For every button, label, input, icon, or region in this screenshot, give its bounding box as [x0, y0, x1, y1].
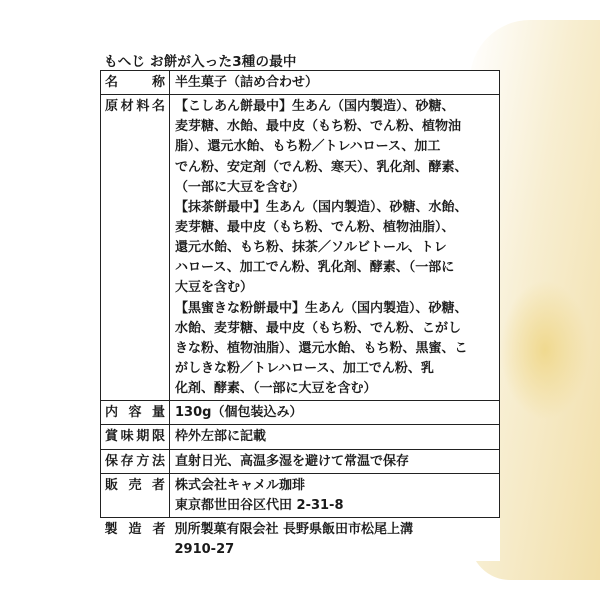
food-label-table: [100, 70, 500, 561]
row-key: 保存方法: [101, 449, 170, 473]
label-row-name: [101, 71, 500, 95]
label-row-storage: [101, 449, 500, 473]
value-line: がしきな粉／トレハロース、加工でん粉、乳: [175, 360, 434, 376]
value-line: （一部に大豆を含む）: [175, 179, 306, 195]
value-line: 別所製菓有限会社 長野県飯田市松尾上溝: [174, 521, 414, 537]
value-line: でん粉、安定剤（でん粉、寒天）、乳化剤、酵素、: [175, 159, 468, 175]
value-line: 東京都世田谷区代田 2-31-8: [175, 497, 344, 513]
label-row-seller: [101, 473, 500, 517]
value-line: きな粉、植物油脂）、還元水飴、もち粉、黒蜜、こ: [175, 340, 468, 356]
row-value: [170, 401, 500, 425]
row-value: [170, 71, 500, 95]
value-line: 水飴、麦芽糖、最中皮（もち粉、でん粉、こがし: [175, 320, 462, 336]
row-key: 製造者: [104, 521, 166, 537]
value-line: 【黒蜜きな粉餅最中】生あん（国内製造）、砂糖、: [175, 300, 468, 316]
value-line: ハロース、加工でん粉、乳化剤、酵素、（一部に: [175, 260, 455, 276]
label-row-manufacturer: [101, 517, 500, 561]
background-wash-spot: [500, 280, 590, 420]
value-line: 【こしあん餅最中】生あん（国内製造）、砂糖、: [175, 99, 455, 115]
value-line: 化剤、酵素、（一部に大豆を含む）: [175, 381, 377, 397]
label-row-ingredients: [101, 95, 500, 401]
row-key: 原材料名: [101, 95, 170, 401]
value-line: 枠外左部に記載: [175, 429, 267, 445]
value-line: 大豆を含む）: [175, 280, 254, 296]
value-line: 半生菓子（詰め合わせ）: [175, 75, 319, 90]
row-value: [170, 425, 500, 449]
label-row-best-before: [101, 425, 500, 449]
value-line: 株式会社キャメル珈琲: [175, 477, 306, 493]
row-value: [170, 95, 500, 401]
row-key: 内容量: [101, 401, 170, 425]
value-line: 麦芽糖、水飴、最中皮（もち粉、でん粉、植物油: [175, 119, 462, 135]
product-title: もへじ お餅が入った3種の最中: [104, 54, 297, 70]
value-line: 【抹茶餅最中】生あん（国内製造）、砂糖、水飴、: [175, 199, 468, 215]
row-key: 販売者: [101, 473, 170, 517]
value-line: 直射日光、高温多湿を避けて常温で保存: [175, 453, 410, 469]
row-key: 名 称: [101, 71, 170, 95]
row-value: [170, 449, 500, 473]
value-line: 脂）、還元水飴、もち粉／トレハロース、加工: [175, 139, 441, 155]
value-line: 2910-27: [174, 542, 235, 558]
value-line: 還元水飴、もち粉、抹茶／ソルビトール、トレ: [175, 240, 447, 256]
row-key: 賞味期限: [101, 425, 170, 449]
label-row-content: [101, 401, 500, 425]
row-value: [170, 473, 500, 517]
value-line: 麦芽糖、最中皮（もち粉、でん粉、植物油脂）、: [175, 219, 455, 235]
row-value: [170, 517, 500, 561]
value-line: 130g（個包装込み）: [175, 405, 303, 421]
